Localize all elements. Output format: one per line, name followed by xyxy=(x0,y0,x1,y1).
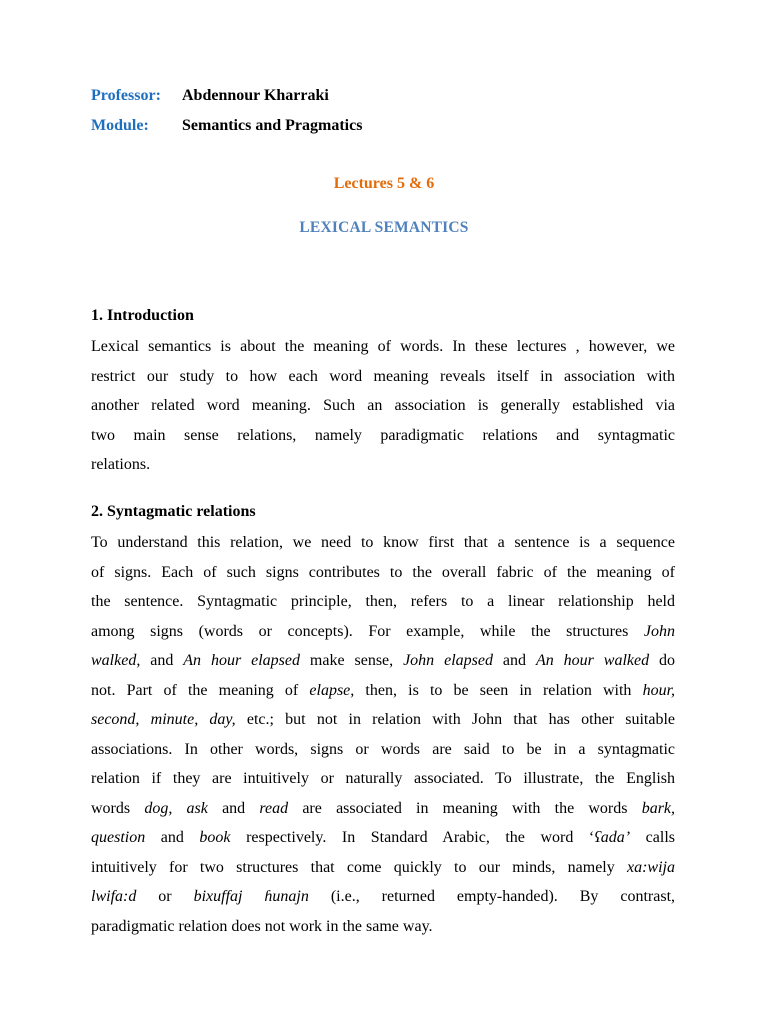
section-body-syntagmatic xyxy=(91,528,675,941)
section-heading-introduction: 1. Introduction xyxy=(91,307,194,324)
paragraph-line: second, minute, day, etc.; but not in relation with John that has other suitable xyxy=(91,711,675,728)
paragraph-line: the sentence. Syntagmatic principle, then, refers to a linear relationship held xyxy=(91,593,675,610)
paragraph-line: To understand this relation, we need to know first that a sentence is a sequence xyxy=(91,534,675,551)
paragraph-line: another related word meaning. Such an association is generally established via xyxy=(91,397,675,414)
module-label: Module: xyxy=(91,117,149,134)
paragraph-line: question and book respectively. In Standard Arabic, the word ‘ʕada’ calls xyxy=(91,829,675,846)
professor-name: Abdennour Kharraki xyxy=(182,87,329,104)
paragraph-line: not. Part of the meaning of elapse, then, is to be seen in relation with hour, xyxy=(91,681,675,699)
paragraph-line: walked, and An hour elapsed make sense, John elapsed and An hour walked do xyxy=(91,652,675,669)
paragraph-line: intuitively for two structures that come quickly to our minds, namely xa:wija xyxy=(91,858,675,876)
section-body-introduction xyxy=(91,332,675,480)
module-name: Semantics and Pragmatics xyxy=(182,117,363,134)
paragraph-line: relations. xyxy=(91,456,151,473)
professor-label: Professor: xyxy=(91,87,161,104)
paragraph-line: words dog, ask and read are associated in meaning with the words bark, xyxy=(91,799,675,817)
paragraph-line: two main sense relations, namely paradigmatic relations and syntagmatic xyxy=(91,426,675,444)
professor-row xyxy=(91,86,329,106)
paragraph-line: of signs. Each of such signs contributes to the overall fabric of the meaning of xyxy=(91,563,675,581)
paragraph-line: lwifa:d or bixuffaj ɦunajn (i.e., returned empty-handed). By contrast, xyxy=(91,888,675,905)
paragraph-line: among signs (words or concepts). For example, while the structures John xyxy=(91,622,675,640)
topic-title: LEXICAL SEMANTICS xyxy=(299,219,469,236)
lectures-title: Lectures 5 & 6 xyxy=(333,175,435,192)
section-heading-syntagmatic: 2. Syntagmatic relations xyxy=(91,503,256,520)
module-row xyxy=(91,116,363,136)
paragraph-line: Lexical semantics is about the meaning of words. In these lectures , however, we xyxy=(91,338,675,355)
paragraph-line: associations. In other words, signs or words are said to be in a syntagmatic xyxy=(91,740,675,758)
paragraph-line: restrict our study to how each word meaning reveals itself in association with xyxy=(91,367,675,385)
paragraph-line: paradigmatic relation does not work in the same way. xyxy=(91,917,433,935)
paragraph-line: relation if they are intuitively or naturally associated. To illustrate, the English xyxy=(91,770,675,787)
